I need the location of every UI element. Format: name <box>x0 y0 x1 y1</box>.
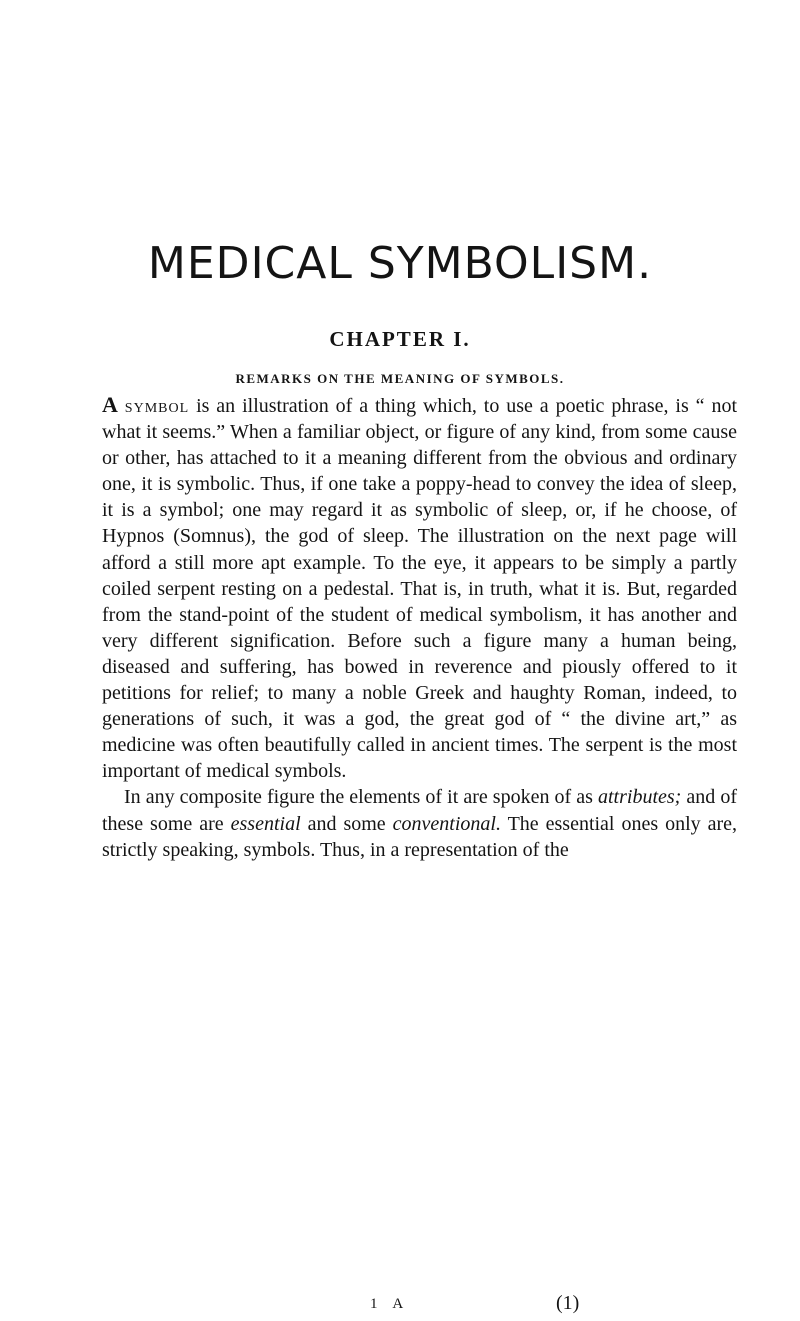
chapter-heading: CHAPTER I. <box>329 327 471 351</box>
paragraph-2-part-1: In any composite figure the elements of it are spoken of as <box>124 786 593 809</box>
signature-mark: 1 A <box>370 1296 410 1312</box>
book-title: MEDICAL SYMBOLISM. <box>147 238 653 289</box>
chapter-subtitle: REMARKS ON THE MEANING OF SYMBOLS. <box>235 371 565 386</box>
italic-attributes: attributes; <box>598 786 682 809</box>
page-number: (1) <box>556 1292 580 1314</box>
italic-conventional: conventional. <box>392 812 501 835</box>
lead-word: symbol <box>124 395 190 417</box>
paragraph-2 <box>102 784 737 862</box>
paragraph-1 <box>102 392 737 784</box>
body-text <box>102 392 737 863</box>
paragraph-1-text: is an illustration of a thing which, to use a poetic phrase, is “ not what it seems.” When a familiar object, or figure of any kind, from some cause or other, has attached to it a meaning different from the obvious and ordinary one, it is symbolic. Thus, if one take a poppy-head to convey the idea of sleep, it is a symbol; one may regard it as symbolic of sleep, or, if he choose, of Hypnos (Somnus), the god of sleep. The illustration on the next page will afford a still more apt example. To the eye, it appears to be simply a partly coiled serpent resting on a pedestal. That is, in truth, what it is. But, regarded from the stand-point of the student of medical symbolism, it has another and very different signification. Before such a figure many a human being, diseased and suffering, has bowed in reverence and piously offered to it petitions for relief; to many a noble Greek and haughty Roman, indeed, to generations of such, it was a god, the great god of “ the divine art,” as medicine was often beautifully called in ancient times. The serpent is the most important of medical symbols. <box>102 395 738 783</box>
paragraph-2-part-2: and of these some are <box>102 786 738 835</box>
italic-essential: essential <box>230 812 301 835</box>
drop-cap: A <box>102 392 118 417</box>
paragraph-2-part-3: and some <box>307 812 386 835</box>
paragraph-2-part-4: The essential ones only are, strictly speaking, symbols. Thus, in a representation of the <box>102 812 738 861</box>
